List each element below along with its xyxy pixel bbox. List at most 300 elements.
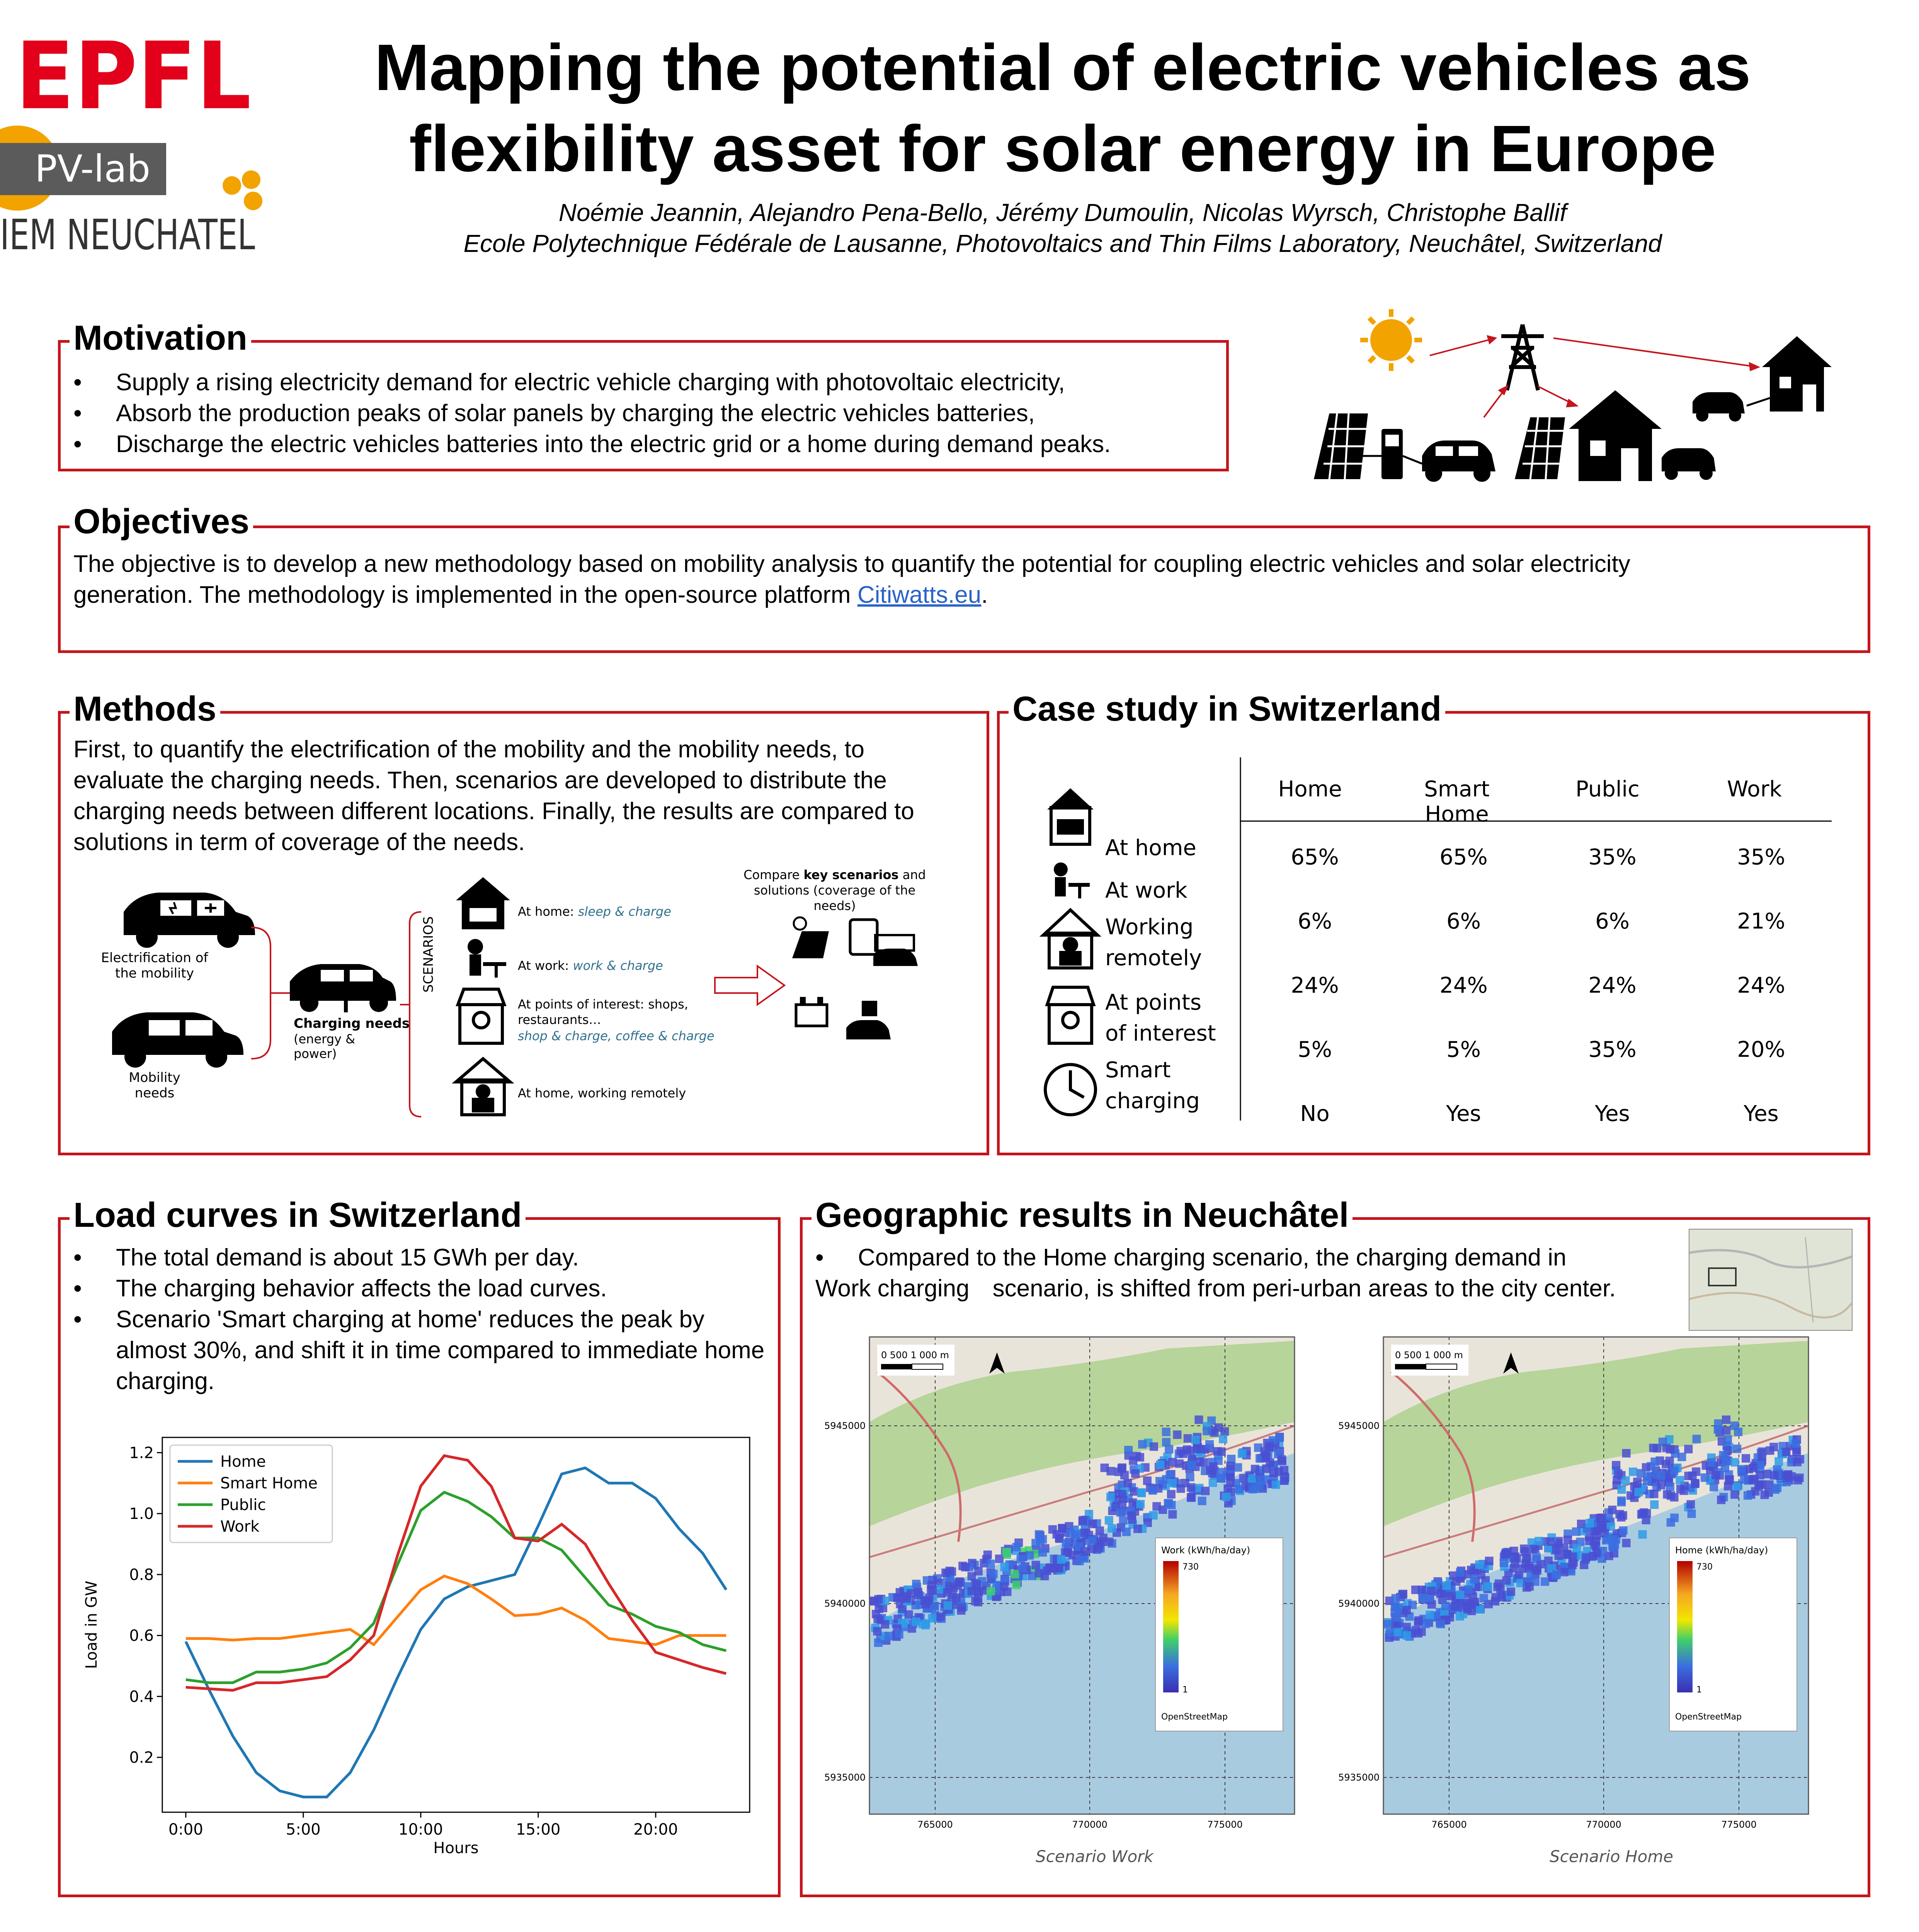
heat-cell xyxy=(1485,1557,1494,1565)
house-icon xyxy=(1693,336,1832,422)
heat-cell xyxy=(1427,1587,1436,1595)
worker-icon xyxy=(468,939,506,978)
heat-cell xyxy=(1238,1449,1246,1458)
heat-cell xyxy=(1043,1566,1051,1575)
objectives-line2 xyxy=(73,580,1859,611)
heat-cell xyxy=(1054,1563,1062,1571)
heat-cell xyxy=(1209,1463,1218,1471)
heat-cell xyxy=(1025,1551,1034,1560)
map-x-tick: 775000 xyxy=(1207,1819,1243,1830)
heat-cell xyxy=(1097,1537,1105,1546)
heat-cell xyxy=(1003,1588,1012,1596)
scale-bar xyxy=(1395,1364,1426,1369)
heat-cell xyxy=(1693,1435,1701,1443)
objectives-text xyxy=(73,549,1859,611)
heat-cell xyxy=(1118,1463,1126,1472)
heat-cell xyxy=(1580,1561,1588,1569)
heat-cell xyxy=(1173,1430,1182,1439)
map-x-tick: 775000 xyxy=(1721,1819,1757,1830)
scenario-work-text: At work: work & charge xyxy=(518,958,663,973)
methods-text-line: First, to quantify the electrification of the mobility and the mobility needs, to xyxy=(73,736,865,763)
heat-cell xyxy=(1560,1568,1569,1577)
heat-cell xyxy=(915,1591,923,1599)
heat-cell xyxy=(1691,1480,1700,1488)
color-ramp xyxy=(1677,1561,1693,1692)
case-study-values xyxy=(1240,825,1836,1146)
house-car-icon xyxy=(1047,788,1094,844)
mobility-label-line1: Mobility xyxy=(129,1070,180,1085)
case-row-label: Smart charging xyxy=(1105,1058,1200,1114)
heat-cell xyxy=(1525,1582,1534,1591)
heat-cell xyxy=(1782,1448,1791,1456)
x-tick-label: 5:00 xyxy=(286,1821,321,1838)
heat-cell xyxy=(971,1597,980,1605)
legend-entry: Smart Home xyxy=(220,1475,318,1492)
case-study-title: Case study in Switzerland xyxy=(1009,690,1445,728)
table-row: 24% 24% 24% 24% xyxy=(1291,973,1785,998)
heat-cell xyxy=(1771,1485,1779,1494)
heat-cell xyxy=(1666,1483,1674,1491)
heat-cell xyxy=(1618,1485,1626,1494)
heat-cell xyxy=(1262,1451,1270,1459)
heat-cell xyxy=(1633,1478,1642,1486)
heat-cell xyxy=(1233,1463,1242,1472)
heat-cell xyxy=(1621,1476,1630,1485)
electrification-label-line1: Electrification of xyxy=(101,950,208,966)
heat-cell xyxy=(1411,1585,1420,1594)
scenarios-label: SCENARIOS xyxy=(421,916,436,993)
heat-cell xyxy=(1019,1564,1027,1572)
heat-cell xyxy=(1670,1467,1678,1475)
mobility-label-line2: needs xyxy=(134,1085,175,1101)
heat-cell xyxy=(1226,1462,1235,1470)
heat-cell xyxy=(1496,1585,1505,1593)
heat-cell xyxy=(1629,1468,1637,1476)
heat-cell xyxy=(1569,1552,1577,1561)
heat-cell xyxy=(1638,1530,1647,1539)
heat-cell xyxy=(941,1568,950,1577)
heat-cell xyxy=(1650,1500,1659,1509)
geo-text xyxy=(815,1242,1685,1304)
heat-cell xyxy=(1198,1497,1206,1505)
compare-line1: Compare key scenarios and xyxy=(743,867,926,882)
heat-cell xyxy=(1391,1602,1399,1611)
case-col-header: Public xyxy=(1575,777,1640,802)
heat-cell xyxy=(1075,1557,1084,1565)
pvlab-logo xyxy=(0,139,270,267)
heat-cell xyxy=(1612,1461,1620,1469)
heat-cell xyxy=(1532,1553,1541,1561)
load-curves-list xyxy=(73,1242,769,1397)
electric-car-icon xyxy=(124,893,255,948)
heat-cell xyxy=(1058,1524,1067,1533)
heat-cell xyxy=(1123,1479,1132,1487)
heat-cell xyxy=(1758,1480,1766,1489)
cable xyxy=(1403,456,1422,464)
heat-cell xyxy=(1275,1434,1284,1442)
heat-cell xyxy=(1711,1471,1720,1479)
heat-cell xyxy=(1265,1442,1274,1451)
heat-cell xyxy=(1608,1506,1616,1514)
heat-cell xyxy=(1649,1444,1658,1452)
inset-locator-map xyxy=(1689,1229,1853,1331)
chart-legend xyxy=(170,1445,332,1543)
legend-max: 730 xyxy=(1696,1562,1713,1572)
heat-cell xyxy=(1105,1537,1113,1546)
scenario-poi-line1: At points of interest: shops, xyxy=(518,997,688,1012)
heat-cell xyxy=(1057,1555,1065,1564)
case-col-header: Work xyxy=(1727,777,1782,802)
heat-cell xyxy=(1209,1478,1217,1487)
cable xyxy=(1747,398,1770,406)
heat-cell xyxy=(1749,1464,1757,1472)
scenario-home-text: At home: sleep & charge xyxy=(518,904,671,919)
ev-solar-grid-illustration xyxy=(1306,301,1855,483)
heat-cell xyxy=(1122,1527,1131,1536)
remote-work-icon xyxy=(456,1059,510,1115)
case-study-table xyxy=(1039,757,1836,1144)
map-panel-work xyxy=(819,1325,1349,1878)
heat-cell xyxy=(1732,1483,1741,1491)
heat-cell xyxy=(1483,1582,1492,1591)
heat-cell xyxy=(1650,1490,1659,1498)
heat-cell xyxy=(954,1578,963,1587)
objectives-title: Objectives xyxy=(70,502,253,541)
heat-cell xyxy=(1116,1508,1125,1517)
heat-cell xyxy=(1586,1519,1594,1527)
load-curves-title: Load curves in Switzerland xyxy=(70,1196,526,1235)
heat-cell xyxy=(1048,1525,1057,1534)
heat-cell xyxy=(1219,1435,1227,1443)
table-row: No Yes Yes Yes xyxy=(1300,1101,1779,1126)
heat-cell xyxy=(1500,1559,1508,1567)
heat-cell xyxy=(1251,1465,1259,1473)
motivation-title: Motivation xyxy=(70,319,251,357)
y-tick-label: 1.0 xyxy=(129,1505,154,1523)
map-y-tick: 5935000 xyxy=(824,1772,866,1783)
legend-entry: Work xyxy=(220,1518,260,1536)
y-tick-label: 0.6 xyxy=(129,1627,154,1645)
x-tick-label: 10:00 xyxy=(398,1821,443,1838)
table-row: 6% 6% 6% 21% xyxy=(1298,908,1785,934)
heat-cell xyxy=(1011,1570,1019,1578)
heat-cell xyxy=(989,1570,998,1578)
load-curves-item: • Scenario 'Smart charging at home' reduces the peak by almost 30%, and shift it in time compared to immediate home charging. xyxy=(73,1304,769,1397)
poster-title-line1: Mapping the potential of electric vehicles as xyxy=(374,31,1751,104)
heat-cell xyxy=(1269,1469,1278,1477)
load-curve-chart xyxy=(73,1426,769,1870)
heat-cell xyxy=(1701,1473,1709,1482)
heat-cell xyxy=(1108,1524,1116,1532)
table-row: 5% 5% 35% 20% xyxy=(1298,1037,1785,1062)
heat-cell xyxy=(1740,1475,1749,1484)
motivation-item: • Supply a rising electricity demand for electric vehicle charging with photovoltaic electricity, xyxy=(73,367,1225,398)
legend-entry: Public xyxy=(220,1496,266,1514)
heat-cell xyxy=(1572,1544,1581,1553)
epfl-logo-text: EPFL xyxy=(15,22,251,130)
methods-diagram xyxy=(73,858,985,1151)
worker-icon xyxy=(1054,862,1090,898)
heat-cell xyxy=(1638,1510,1647,1518)
heat-cell xyxy=(1201,1487,1210,1495)
car-icon xyxy=(1422,440,1495,482)
heat-cell xyxy=(1177,1485,1185,1493)
merge-bracket xyxy=(251,927,290,1059)
heat-cell xyxy=(1017,1555,1025,1563)
heat-cell xyxy=(1038,1548,1047,1557)
heat-cell xyxy=(1226,1479,1235,1487)
heat-cell xyxy=(874,1595,883,1604)
map-y-tick: 5945000 xyxy=(1338,1420,1380,1431)
geo-line1: • Compared to the Home charging scenario, the charging demand in xyxy=(815,1244,1567,1271)
heat-cell xyxy=(1089,1520,1097,1528)
heat-cell xyxy=(1187,1493,1196,1502)
heat-cell xyxy=(1714,1425,1722,1434)
heat-cell xyxy=(1770,1471,1778,1480)
x-axis-label: Hours xyxy=(433,1839,479,1857)
heat-cell xyxy=(1167,1490,1176,1498)
heat-cell xyxy=(1737,1465,1746,1473)
heat-cell xyxy=(1031,1539,1040,1548)
table-row: 65% 65% 35% 35% xyxy=(1291,844,1785,870)
heat-cell xyxy=(961,1563,970,1571)
authors: Noémie Jeannin, Alejandro Pena-Bello, Jérémy Dumoulin, Nicolas Wyrsch, Christophe Ballif xyxy=(558,199,1567,226)
color-legend-title: Work (kWh/ha/day) xyxy=(1161,1545,1250,1556)
heat-cell xyxy=(1710,1483,1718,1492)
heat-cell xyxy=(1475,1560,1483,1569)
heat-cell xyxy=(1106,1493,1115,1501)
map-y-tick: 5945000 xyxy=(824,1420,866,1431)
heat-cell xyxy=(894,1594,902,1602)
heat-cell xyxy=(1774,1457,1783,1466)
map-y-tick: 5940000 xyxy=(824,1598,866,1609)
heat-cell xyxy=(1450,1602,1459,1611)
heat-cell xyxy=(1148,1486,1157,1495)
house-car-icon xyxy=(456,877,510,929)
heat-cell xyxy=(1676,1476,1684,1485)
load-curves-item: • The charging behavior affects the load curves. xyxy=(73,1273,769,1304)
methods-text xyxy=(73,734,985,858)
heat-cell xyxy=(1456,1590,1465,1599)
heat-cell xyxy=(1677,1453,1686,1461)
heat-cell xyxy=(1128,1515,1136,1524)
heat-cell xyxy=(1546,1537,1555,1546)
heat-cell xyxy=(1568,1561,1577,1569)
heat-cell xyxy=(1622,1539,1631,1547)
heat-cell xyxy=(1722,1415,1730,1424)
heat-cell xyxy=(1168,1510,1177,1519)
heat-cell xyxy=(1169,1479,1177,1487)
heat-cell xyxy=(1572,1527,1580,1536)
heat-cell xyxy=(1657,1481,1666,1490)
legend-entry: Home xyxy=(220,1453,266,1471)
heat-cell xyxy=(1277,1455,1286,1464)
heat-cell xyxy=(1622,1449,1631,1458)
shop-icon xyxy=(458,989,504,1043)
heat-cell xyxy=(1758,1447,1767,1456)
heat-cell xyxy=(1525,1564,1533,1572)
sun-icon xyxy=(1360,309,1422,371)
heat-cell xyxy=(1187,1461,1196,1470)
car-icon xyxy=(112,1012,243,1068)
pylon-icon xyxy=(1501,325,1544,390)
heat-cell xyxy=(1149,1511,1158,1520)
citiwatts-link[interactable]: Citiwatts.eu xyxy=(857,582,982,608)
geo-title: Geographic results in Neuchâtel xyxy=(811,1196,1352,1235)
heat-cell xyxy=(1688,1510,1696,1518)
heat-cell xyxy=(928,1614,936,1622)
heat-cell xyxy=(957,1606,965,1615)
heat-cell xyxy=(1609,1543,1618,1551)
motivation-item: • Absorb the production peaks of solar panels by charging the electric vehicles batteries, xyxy=(73,398,1225,429)
heat-cell xyxy=(1012,1581,1021,1589)
scale-bar xyxy=(881,1364,912,1369)
heat-cell xyxy=(1203,1427,1211,1435)
heat-cell xyxy=(1582,1553,1591,1561)
heat-cell xyxy=(931,1602,939,1611)
heat-cell xyxy=(1684,1472,1693,1480)
heat-cell xyxy=(1684,1445,1693,1453)
heat-cell xyxy=(1793,1458,1802,1466)
heat-cell xyxy=(1130,1487,1138,1496)
color-legend-title: Home (kWh/ha/day) xyxy=(1675,1545,1768,1556)
heat-cell xyxy=(1480,1594,1488,1602)
y-tick-label: 1.2 xyxy=(129,1444,154,1462)
map-x-tick: 765000 xyxy=(917,1819,953,1830)
heat-cell xyxy=(1617,1513,1626,1522)
heat-cell xyxy=(1541,1577,1549,1586)
heat-cell xyxy=(1619,1526,1628,1535)
heat-cell xyxy=(1138,1440,1147,1449)
case-col-header: Home xyxy=(1278,777,1342,802)
heat-cell xyxy=(1136,1500,1145,1509)
case-row-label: Working remotely xyxy=(1105,915,1202,971)
heat-cell xyxy=(1662,1444,1671,1452)
geo-line2: Work charging scenario, is shifted from peri-urban areas to the city center. xyxy=(815,1275,1616,1302)
heat-cell xyxy=(1105,1516,1113,1525)
map-caption: Scenario Home xyxy=(1550,1847,1673,1866)
map-panel-home xyxy=(1333,1325,1863,1878)
compare-line2: solutions (coverage of the xyxy=(754,883,916,898)
map-caption: Scenario Work xyxy=(1036,1847,1153,1866)
heat-cell xyxy=(983,1551,992,1559)
heat-cell xyxy=(1032,1561,1040,1569)
scenario-poi-line2: restaurants… xyxy=(518,1012,601,1027)
color-ramp xyxy=(1163,1561,1179,1692)
heat-cell xyxy=(1725,1476,1733,1485)
poster-title-line2: flexibility asset for solar energy in Europe xyxy=(409,112,1717,185)
heat-cell xyxy=(1012,1543,1021,1551)
heat-cell xyxy=(1492,1593,1500,1602)
heat-cell xyxy=(1143,1476,1152,1485)
heat-cell xyxy=(1769,1443,1778,1451)
case-row-label: At points of interest xyxy=(1105,990,1216,1046)
solutions-icons xyxy=(792,917,918,1039)
heat-cell xyxy=(1596,1514,1604,1522)
charging-needs-bold: Charging needs xyxy=(294,1016,410,1031)
heat-cell xyxy=(1384,1620,1393,1628)
heat-cell xyxy=(1156,1461,1165,1469)
heat-cell xyxy=(1150,1442,1158,1451)
electrification-label-line2: the mobility xyxy=(115,966,194,981)
heat-cell xyxy=(1791,1439,1800,1448)
heat-cell xyxy=(1131,1469,1140,1478)
y-tick-label: 0.4 xyxy=(129,1688,154,1706)
heat-cell xyxy=(1464,1604,1472,1612)
y-tick-label: 0.8 xyxy=(129,1566,154,1584)
poster-title xyxy=(270,27,1855,189)
scale-label: 0 500 1 000 m xyxy=(1395,1350,1463,1361)
map-x-tick: 765000 xyxy=(1431,1819,1467,1830)
heat-cell xyxy=(1217,1474,1225,1483)
map-x-tick: 770000 xyxy=(1072,1819,1108,1830)
heat-cell xyxy=(1079,1516,1087,1524)
charging-needs-sub-line2: power) xyxy=(294,1046,337,1061)
heat-cell xyxy=(1414,1616,1423,1625)
heat-cell xyxy=(1222,1493,1230,1501)
heat-cell xyxy=(1199,1458,1208,1467)
heat-cell xyxy=(1667,1518,1675,1527)
heat-cell xyxy=(1657,1471,1666,1480)
heat-cell xyxy=(1637,1469,1645,1478)
heat-cell xyxy=(1708,1458,1716,1467)
x-tick-label: 20:00 xyxy=(633,1821,678,1838)
legend-max: 730 xyxy=(1182,1562,1199,1572)
heat-cell xyxy=(1179,1449,1187,1458)
heat-cell xyxy=(1742,1454,1750,1463)
heat-cell xyxy=(1552,1570,1561,1579)
heat-cell xyxy=(944,1601,952,1610)
case-col-header: Smart Home xyxy=(1424,777,1490,827)
heat-cell xyxy=(1191,1436,1200,1444)
heat-cell xyxy=(1501,1550,1509,1559)
heat-cell xyxy=(1761,1491,1769,1499)
charging-car-icon xyxy=(290,964,396,1012)
heat-cell xyxy=(1535,1537,1543,1545)
heat-cell xyxy=(1783,1474,1791,1482)
heat-cell xyxy=(1511,1559,1519,1568)
shop-icon xyxy=(1047,987,1094,1043)
heat-cell xyxy=(943,1588,952,1597)
y-tick-label: 0.2 xyxy=(129,1749,154,1767)
heat-cell xyxy=(1717,1496,1725,1504)
load-curves-item: • The total demand is about 15 GWh per day. xyxy=(73,1242,769,1273)
heat-cell xyxy=(1502,1576,1511,1585)
y-axis-label: Load in GW xyxy=(83,1580,100,1669)
heat-cell xyxy=(1733,1445,1741,1453)
heat-cell xyxy=(1456,1612,1464,1621)
heat-cell xyxy=(1197,1445,1205,1453)
heat-cell xyxy=(1000,1563,1009,1571)
heat-cell xyxy=(1272,1480,1280,1489)
heat-cell xyxy=(1072,1530,1080,1539)
heat-cell xyxy=(912,1617,920,1626)
heat-cell xyxy=(1529,1545,1537,1553)
heat-cell xyxy=(1280,1476,1289,1485)
scale-bar xyxy=(1426,1364,1457,1369)
heat-cell xyxy=(1560,1544,1569,1552)
heat-cell xyxy=(1124,1446,1133,1454)
objectives-line2-post: . xyxy=(981,582,988,608)
heat-cell xyxy=(1663,1490,1671,1498)
heat-cell xyxy=(1617,1497,1626,1505)
charger-icon xyxy=(1381,429,1403,479)
scenario-bracket xyxy=(400,912,421,1117)
heat-cell xyxy=(1414,1629,1422,1638)
heat-cell xyxy=(1062,1539,1070,1548)
charging-needs-sub-line1: (energy & xyxy=(294,1032,356,1046)
map-attribution: OpenStreetMap xyxy=(1161,1712,1228,1722)
